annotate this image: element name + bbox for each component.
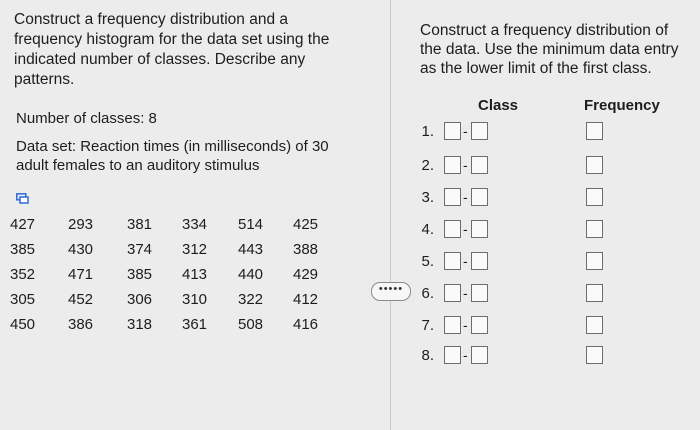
class-row-label: 3.	[421, 189, 434, 206]
class-lower-limit-input[interactable]	[444, 284, 461, 302]
class-dash: -	[463, 189, 468, 205]
dataset-title: Data set: Reaction times (in milliseconds) of 30 adult females to an auditory stimulus	[16, 138, 329, 174]
number-of-classes: Number of classes: 8	[16, 110, 157, 127]
copy-icon[interactable]	[16, 193, 29, 205]
data-cell: 293	[68, 216, 94, 233]
class-upper-limit-input[interactable]	[471, 188, 488, 206]
data-cell: 514	[238, 216, 264, 233]
class-dash: -	[463, 317, 468, 333]
data-cell: 429	[293, 266, 319, 283]
data-cell: 385	[127, 266, 153, 283]
data-cell: 450	[10, 316, 36, 333]
class-row-label: 8.	[421, 347, 434, 364]
class-lower-limit-input[interactable]	[444, 188, 461, 206]
data-cell: 440	[238, 266, 264, 283]
data-cell: 361	[182, 316, 208, 333]
class-upper-limit-input[interactable]	[471, 284, 488, 302]
class-lower-limit-input[interactable]	[444, 122, 461, 140]
data-cell: 310	[182, 291, 208, 308]
data-cell: 334	[182, 216, 208, 233]
class-row-label: 7.	[421, 317, 434, 334]
data-cell: 306	[127, 291, 153, 308]
frequency-input[interactable]	[586, 316, 603, 334]
frequency-input[interactable]	[586, 122, 603, 140]
class-dash: -	[463, 157, 468, 173]
frequency-input[interactable]	[586, 188, 603, 206]
class-lower-limit-input[interactable]	[444, 316, 461, 334]
class-row-label: 2.	[421, 157, 434, 174]
data-cell: 352	[10, 266, 36, 283]
class-dash: -	[463, 123, 468, 139]
class-upper-limit-input[interactable]	[471, 156, 488, 174]
class-row-label: 1.	[421, 123, 434, 140]
class-column-header: Class	[478, 97, 519, 114]
data-cell: 471	[68, 266, 94, 283]
data-cell: 413	[182, 266, 208, 283]
class-dash: -	[463, 253, 468, 269]
class-upper-limit-input[interactable]	[471, 316, 488, 334]
data-cell: 416	[293, 316, 319, 333]
drag-dots-icon: •••••	[378, 283, 404, 295]
class-lower-limit-input[interactable]	[444, 220, 461, 238]
data-cell: 425	[293, 216, 319, 233]
answer-instructions: Construct a frequency distribution of the data. Use the minimum data entry as the lower limit of the first class.	[420, 22, 679, 77]
class-dash: -	[463, 285, 468, 301]
frequency-input[interactable]	[586, 156, 603, 174]
frequency-input[interactable]	[586, 284, 603, 302]
data-cell: 430	[68, 241, 94, 258]
class-row-label: 5.	[421, 253, 434, 270]
frequency-input[interactable]	[586, 252, 603, 270]
data-cell: 386	[68, 316, 94, 333]
data-cell: 385	[10, 241, 36, 258]
data-cell: 412	[293, 291, 319, 308]
class-upper-limit-input[interactable]	[471, 122, 488, 140]
data-cell: 508	[238, 316, 264, 333]
class-row-label: 6.	[421, 285, 434, 302]
class-lower-limit-input[interactable]	[444, 252, 461, 270]
data-cell: 305	[10, 291, 36, 308]
class-dash: -	[463, 347, 468, 363]
panel-divider	[390, 0, 391, 430]
class-row-label: 4.	[421, 221, 434, 238]
data-cell: 322	[238, 291, 264, 308]
class-dash: -	[463, 221, 468, 237]
class-lower-limit-input[interactable]	[444, 156, 461, 174]
data-cell: 318	[127, 316, 153, 333]
data-cell: 381	[127, 216, 153, 233]
frequency-input[interactable]	[586, 346, 603, 364]
data-cell: 427	[10, 216, 36, 233]
frequency-input[interactable]	[586, 220, 603, 238]
data-cell: 374	[127, 241, 153, 258]
data-cell: 452	[68, 291, 94, 308]
class-upper-limit-input[interactable]	[471, 346, 488, 364]
class-upper-limit-input[interactable]	[471, 220, 488, 238]
data-cell: 312	[182, 241, 208, 258]
class-lower-limit-input[interactable]	[444, 346, 461, 364]
data-cell: 443	[238, 241, 264, 258]
class-upper-limit-input[interactable]	[471, 252, 488, 270]
frequency-column-header: Frequency	[584, 97, 660, 114]
question-instructions: Construct a frequency distribution and a frequency histogram for the data set using the indicated number of classes. Describe any patterns.	[14, 11, 330, 88]
data-cell: 388	[293, 241, 319, 258]
